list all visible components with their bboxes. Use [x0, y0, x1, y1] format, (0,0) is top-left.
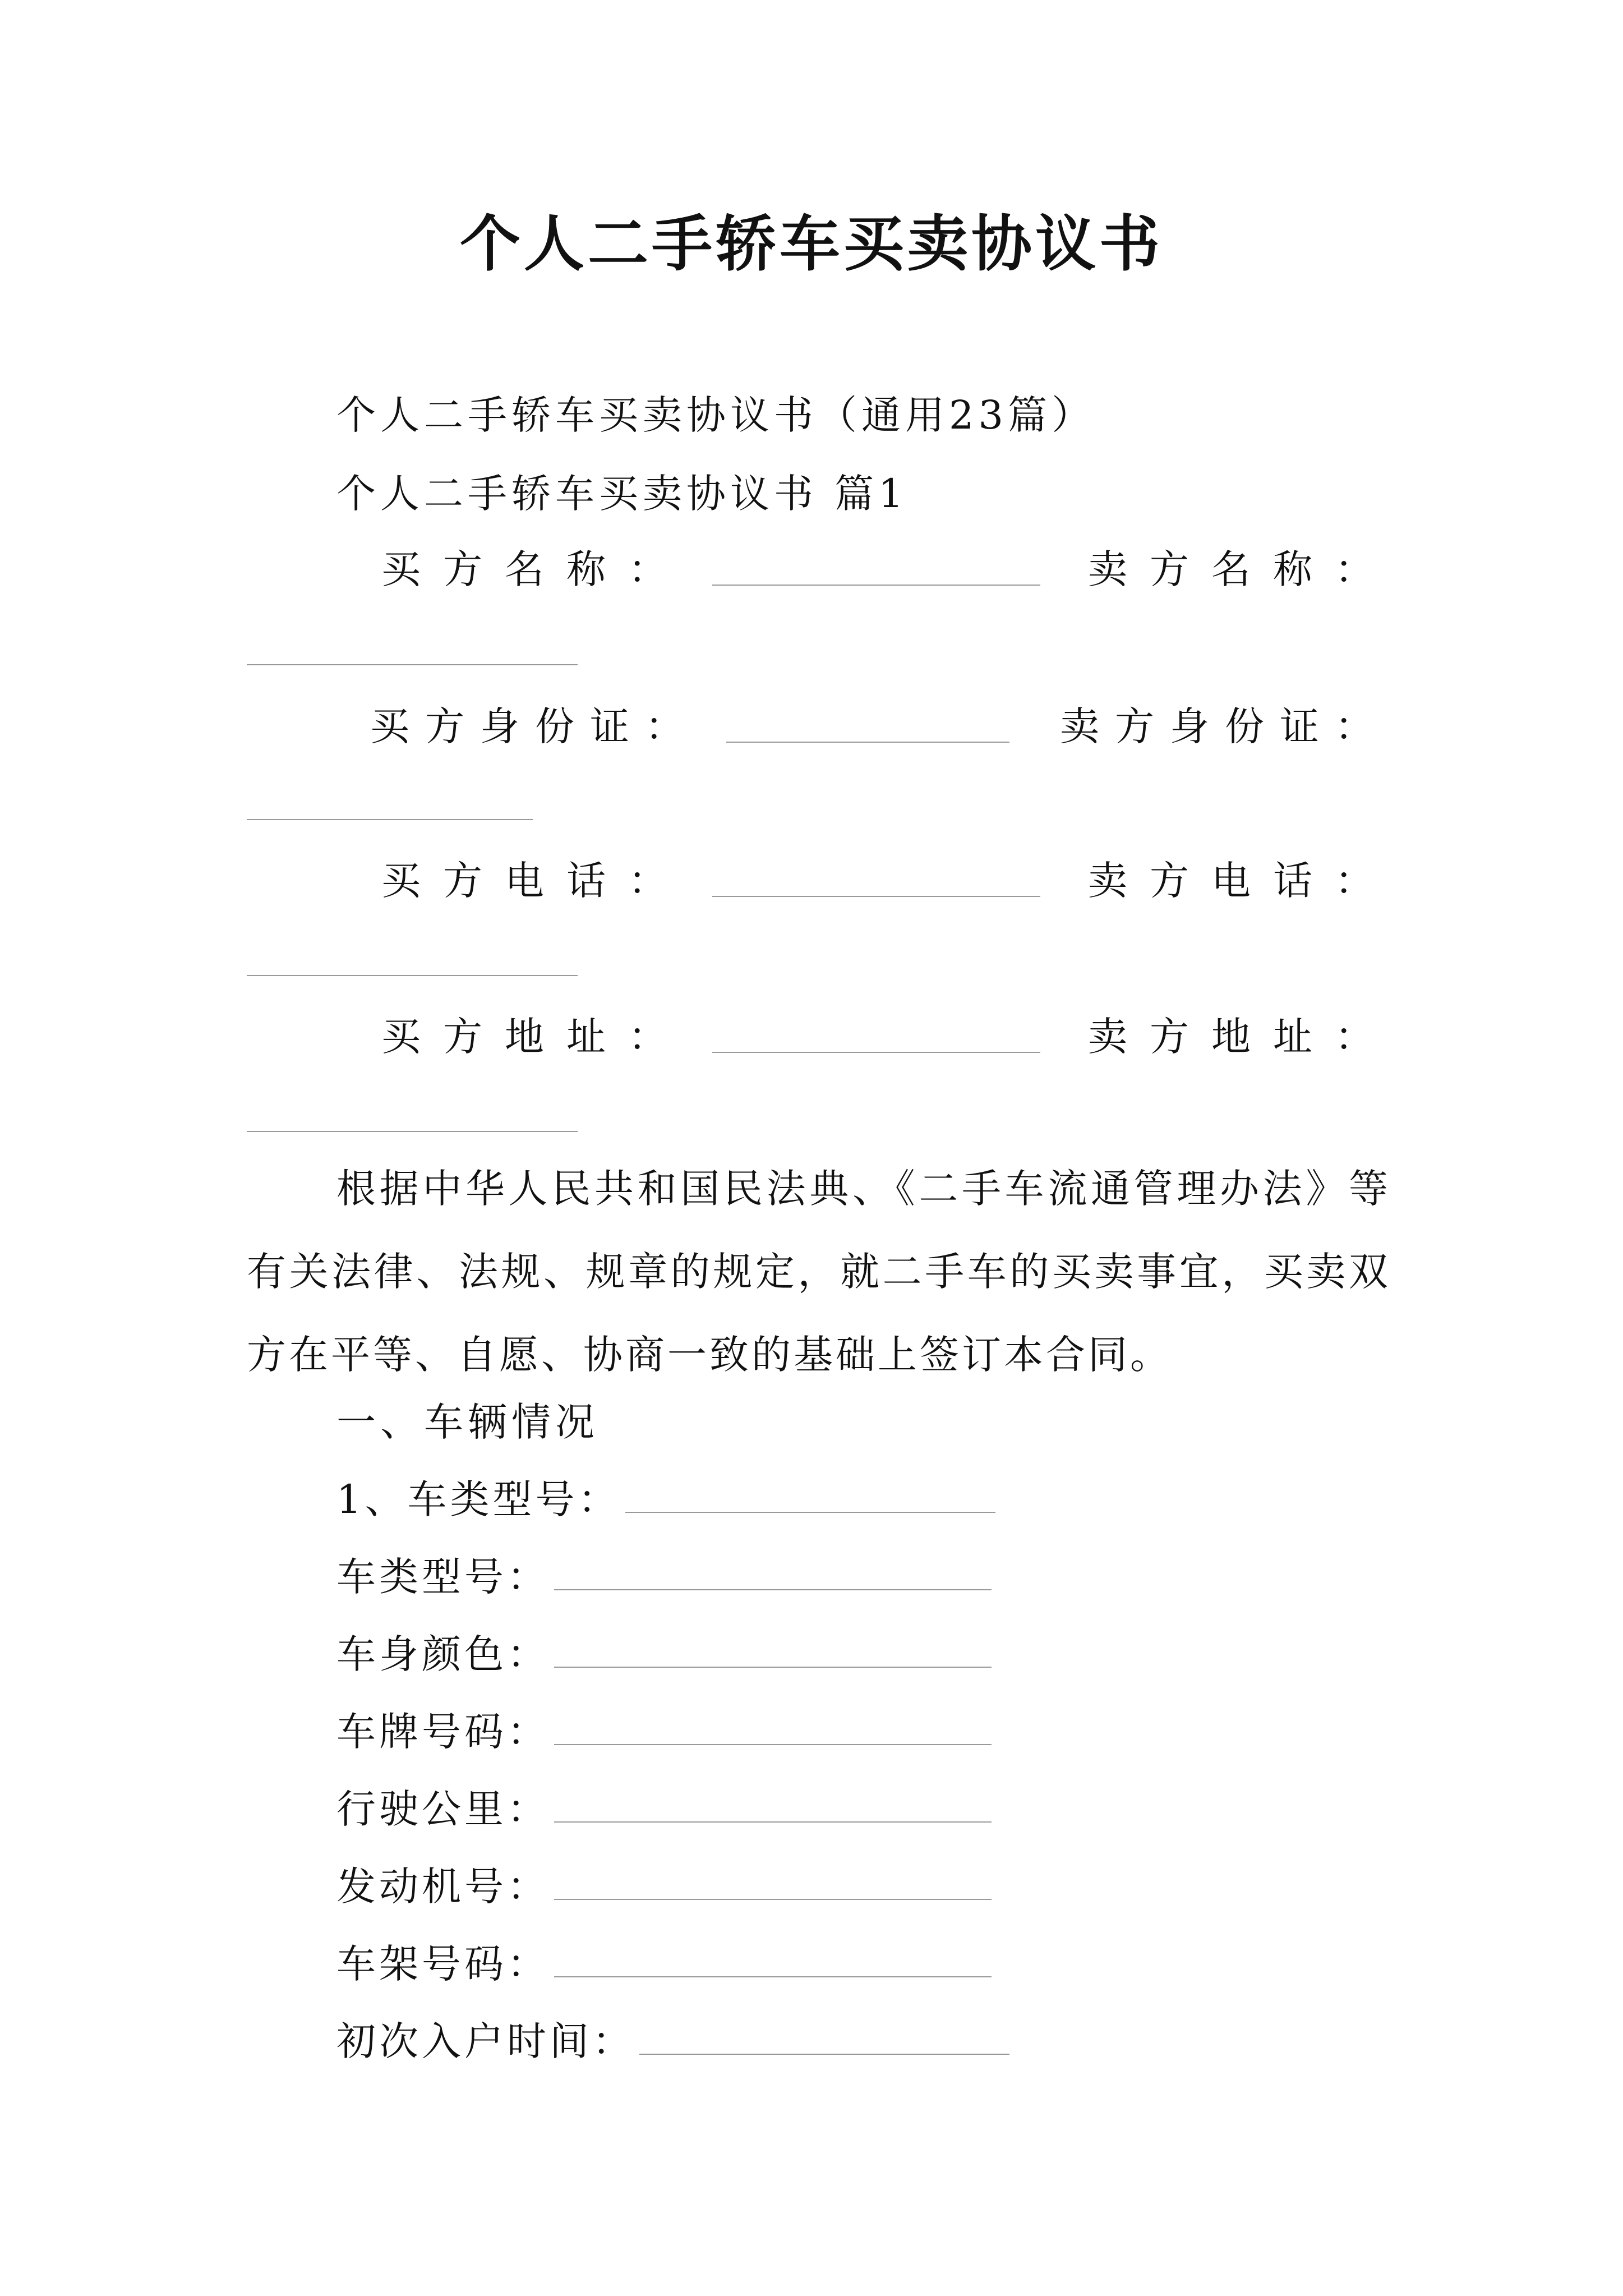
field-label: 行驶公里：: [336, 1786, 550, 1832]
buyer-phone-field[interactable]: [712, 896, 1040, 897]
field-blank[interactable]: [554, 1787, 992, 1823]
field-blank[interactable]: [554, 1709, 992, 1745]
buyer-id-field[interactable]: [726, 742, 1009, 743]
vehicle-field-engine: [336, 1856, 992, 1917]
field-label: 车架号码：: [336, 1941, 550, 1987]
buyer-phone-label: 买方电话：: [381, 858, 690, 904]
seller-address-field[interactable]: [247, 1131, 578, 1132]
field-label: 1、车类型号：: [336, 1476, 621, 1522]
field-label: 车类型号：: [336, 1554, 550, 1600]
buyer-name-field[interactable]: [712, 585, 1040, 586]
seller-name-label: 卖方名称：: [1088, 546, 1396, 592]
buyer-id-label: 买方身份证：: [370, 703, 700, 749]
party-row-phone: [381, 850, 1396, 912]
field-label: 车牌号码：: [336, 1709, 550, 1755]
party-row-address: [381, 1006, 1396, 1068]
field-blank[interactable]: [554, 1864, 992, 1900]
vehicle-field-mileage: [336, 1778, 992, 1840]
vehicle-field-model-2: [336, 1546, 992, 1608]
party-row-name: [381, 539, 1396, 600]
vehicle-field-color: [336, 1623, 992, 1685]
field-blank[interactable]: [554, 1632, 992, 1668]
field-blank[interactable]: [639, 2019, 1009, 2055]
party-row-id: [370, 696, 1390, 757]
buyer-address-field[interactable]: [712, 1052, 1040, 1053]
buyer-name-label: 买方名称：: [381, 546, 690, 592]
field-blank[interactable]: [554, 1554, 992, 1590]
seller-name-field[interactable]: [247, 664, 578, 665]
seller-id-label: 卖方身份证：: [1060, 703, 1390, 749]
intro-paragraph: 根据中华人民共和国民法典、《二手车流通管理办法》等有关法律、法规、规章的规定，就二手车的买卖事宜，买卖双方在平等、自愿、协商一致的基础上签订本合同。: [247, 1166, 1391, 1378]
seller-phone-label: 卖方电话：: [1088, 858, 1396, 904]
section-heading: 个人二手轿车买卖协议书 篇1: [336, 471, 908, 517]
document-title: 个人二手轿车买卖协议书: [459, 209, 1163, 279]
document-subtitle: 个人二手轿车买卖协议书（通用23篇）: [336, 392, 1096, 438]
vehicle-field-plate: [336, 1701, 992, 1763]
vehicle-field-model-1: [336, 1469, 995, 1530]
buyer-address-label: 买方地址：: [381, 1014, 690, 1060]
vehicle-field-frame: [336, 1933, 992, 1995]
vehicle-field-registration-date: [336, 2010, 1009, 2072]
vehicle-section-heading: 一、车辆情况: [336, 1399, 599, 1445]
seller-phone-field[interactable]: [247, 975, 578, 976]
field-label: 发动机号：: [336, 1864, 550, 1910]
seller-address-label: 卖方地址：: [1088, 1014, 1396, 1060]
field-blank[interactable]: [554, 1941, 992, 1977]
seller-id-field[interactable]: [247, 819, 533, 820]
field-blank[interactable]: [625, 1477, 995, 1513]
field-label: 车身颜色：: [336, 1631, 550, 1677]
field-label: 初次入户时间：: [336, 2018, 635, 2064]
